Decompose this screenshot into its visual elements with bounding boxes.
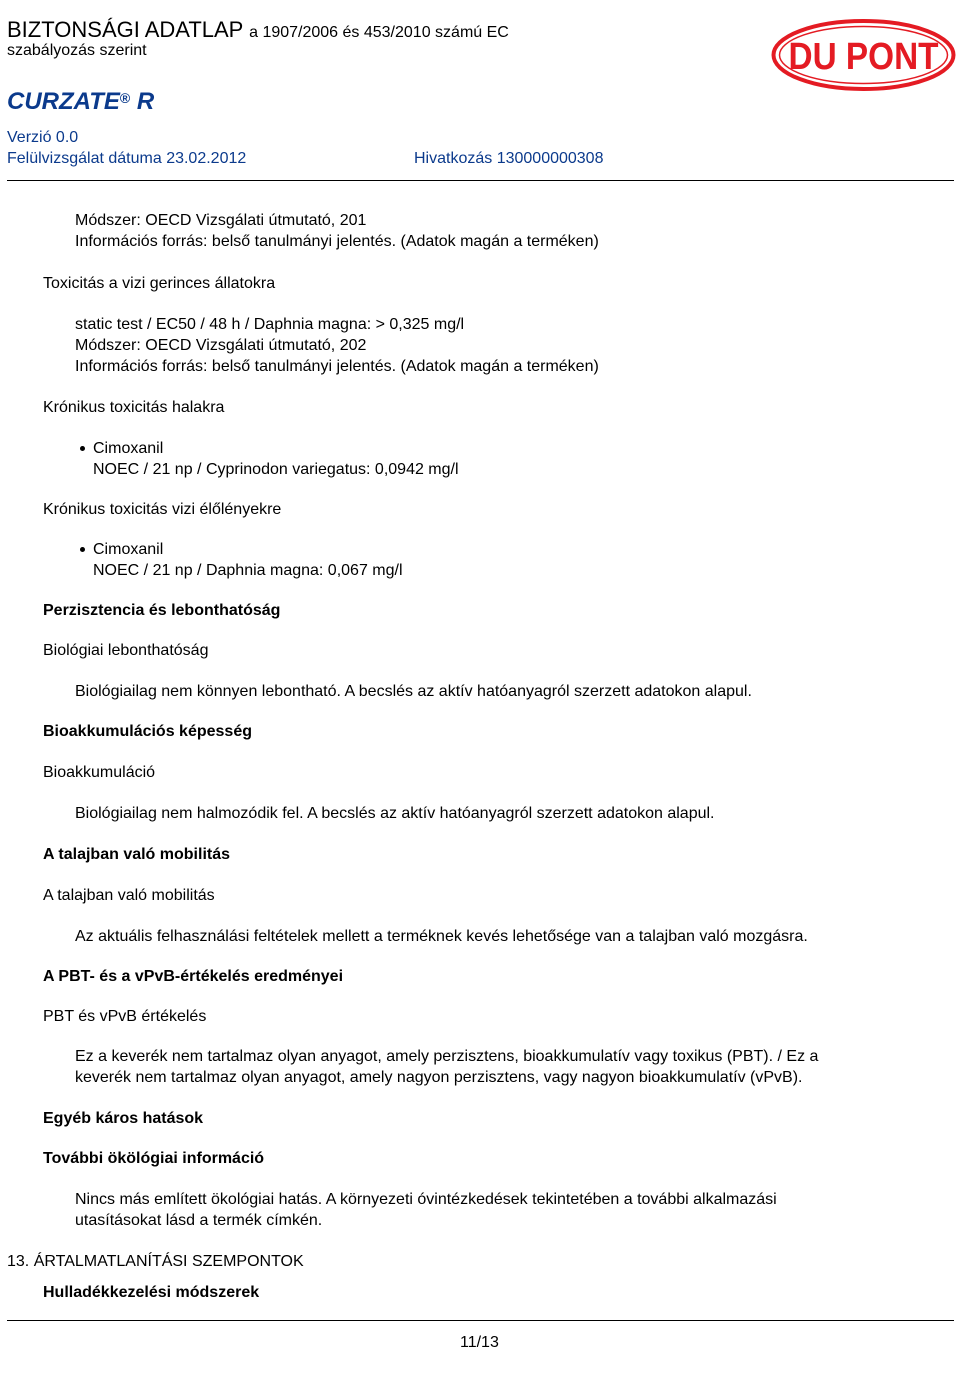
method-line: Módszer: OECD Vizsgálati útmutató, 202 [75,337,367,354]
section-heading: Perzisztencia és lebonthatóság [43,602,281,619]
svg-text:DU PONT: DU PONT [788,36,939,78]
subheading: Krónikus toxicitás halakra [43,399,225,416]
dupont-logo [771,18,956,92]
title-text: BIZTONSÁGI ADATLAP [7,17,243,42]
product-name-text: CURZATE [7,88,120,115]
paragraph-line: Ez a keverék nem tartalmaz olyan anyagot, amely perzisztens, bioakkumulatív vagy toxikus (PBT). / Ez a [75,1048,819,1065]
header-divider [7,180,954,181]
substance-name: Cimoxanil [93,440,164,457]
test-result-line: NOEC / 21 np / Cyprinodon variegatus: 0,0942 mg/l [93,461,459,478]
section-title: 13. ÁRTALMATLANÍTÁSI SZEMPONTOK [7,1253,304,1270]
document-title [7,18,509,45]
paragraph: Az aktuális felhasználási feltételek mellett a terméknek kevés lehetősége van a talajban való mozgásra. [75,928,808,945]
subheading: A talajban való mobilitás [43,887,215,904]
paragraph-line: Nincs más említett ökológiai hatás. A környezeti óvintézkedések tekintetében a további alkalmazási [75,1191,777,1208]
source-line: Információs forrás: belső tanulmányi jelentés. (Adatok magán a terméken) [75,358,599,375]
page-number: 11/13 [460,1334,499,1351]
registered-mark: ® [119,90,131,106]
reference-number: Hivatkozás 130000000308 [414,150,604,167]
subheading: Krónikus toxicitás vizi élőlényekre [43,501,282,518]
test-result-line: static test / EC50 / 48 h / Daphnia magna: > 0,325 mg/l [75,316,465,333]
section-heading: A PBT- és a vPvB-értékelés eredményei [43,968,344,985]
revision-date: Felülvizsgálat dátuma 23.02.2012 [7,150,247,167]
section-heading: Egyéb káros hatások [43,1110,204,1127]
section-heading: A talajban való mobilitás [43,846,231,863]
paragraph: Biológiailag nem könnyen lebontható. A becslés az aktív hatóanyagról szerzett adatokon alapul. [75,683,752,700]
regulation-text: a 1907/2006 és 453/2010 számú EC [249,24,509,41]
source-line: Információs forrás: belső tanulmányi jelentés. (Adatok magán a terméken) [75,233,599,250]
paragraph-line: utasításokat lásd a termék címkén. [75,1212,323,1229]
section-heading: További ökölógiai információ [43,1150,265,1167]
method-line: Módszer: OECD Vizsgálati útmutató, 201 [75,212,367,229]
subheading: Biológiai lebonthatóság [43,642,209,659]
bullet-dot [80,446,85,451]
regulation-text-line2: szabályozás szerint [7,42,147,59]
subheading: Bioakkumuláció [43,764,156,781]
subheading: Toxicitás a vizi gerinces állatokra [43,275,276,292]
bullet-dot [80,547,85,552]
substance-name: Cimoxanil [93,541,164,558]
subheading: PBT és vPvB értékelés [43,1008,207,1025]
footer-divider [7,1320,954,1321]
section-heading: Hulladékkezelési módszerek [43,1284,260,1301]
paragraph-line: keverék nem tartalmaz olyan anyagot, amely nagyon perzisztens, vagy nagyon bioakkumulatív (vPvB). [75,1069,803,1086]
version-label: Verzió 0.0 [7,129,79,146]
section-heading: Bioakkumulációs képesség [43,723,252,740]
test-result-line: NOEC / 21 np / Daphnia magna: 0,067 mg/l [93,562,403,579]
product-name [7,88,154,116]
product-suffix: R [136,88,155,115]
paragraph: Biológiailag nem halmozódik fel. A becslés az aktív hatóanyagról szerzett adatokon alapul. [75,805,715,822]
